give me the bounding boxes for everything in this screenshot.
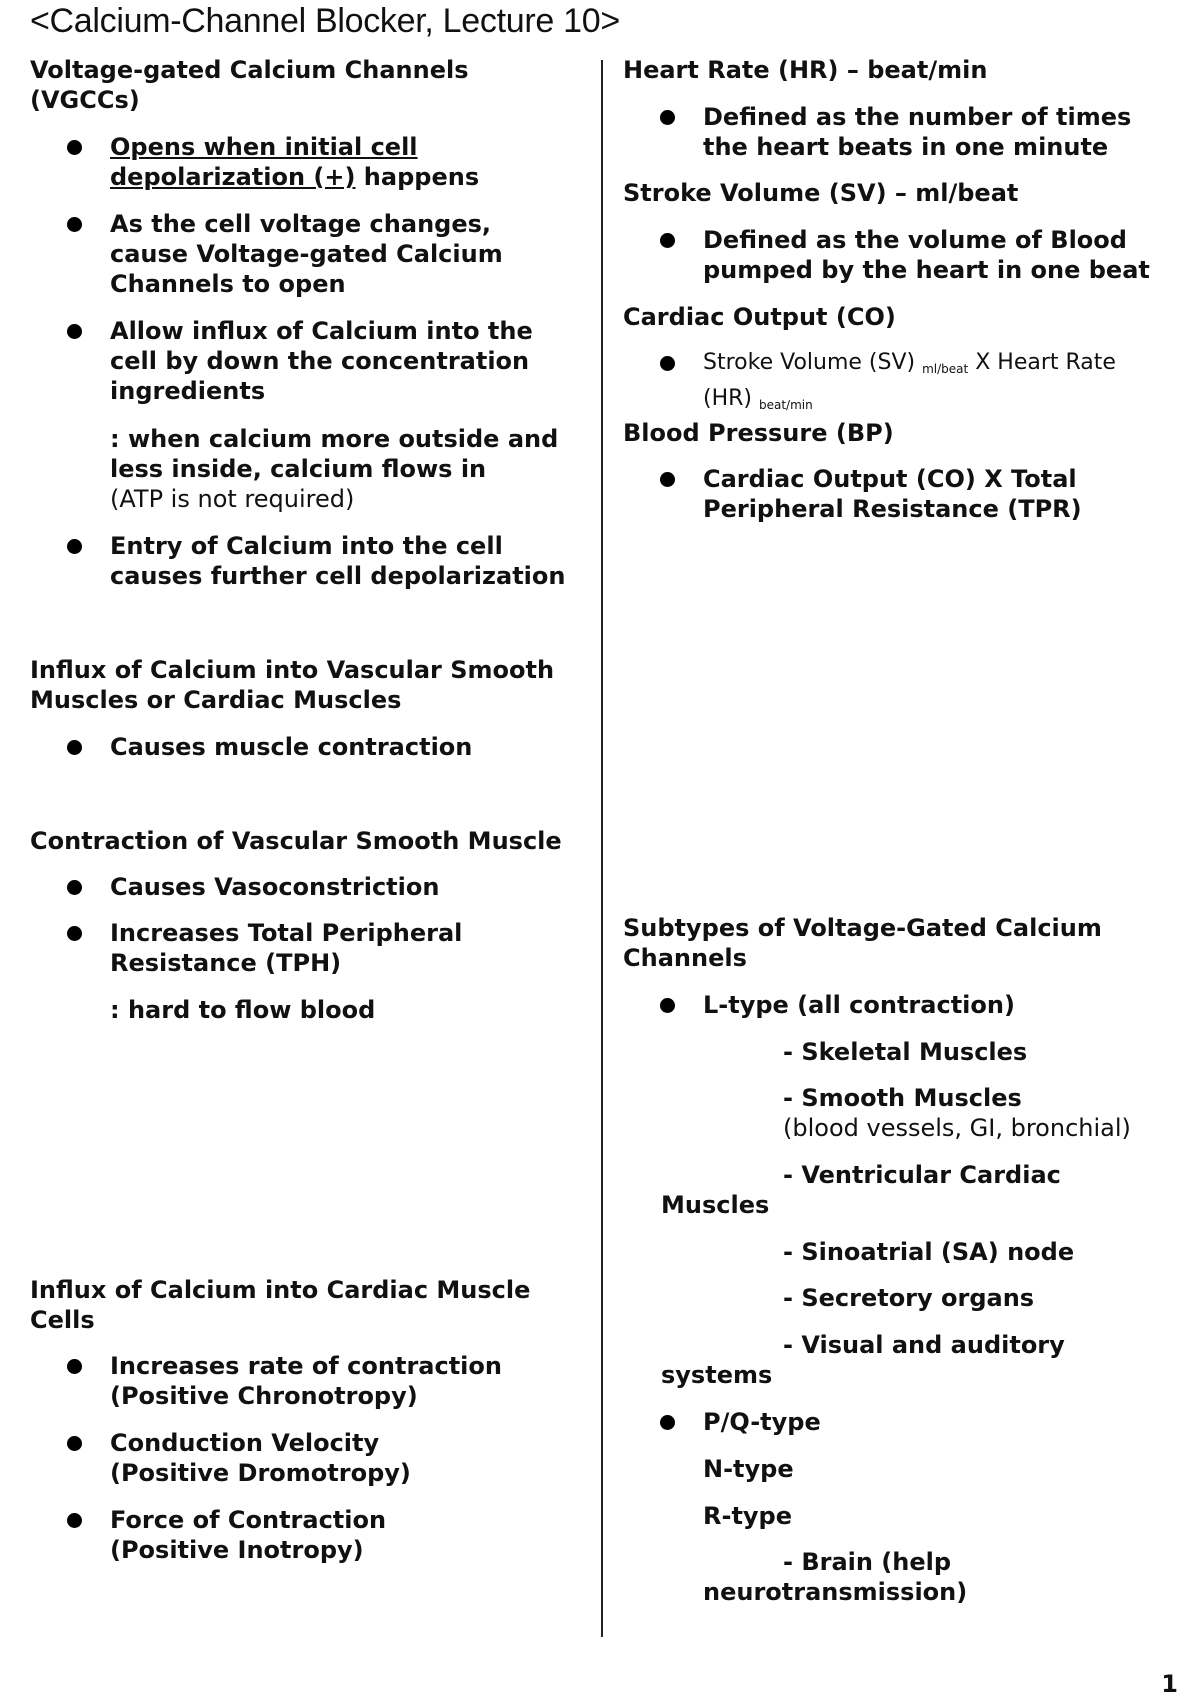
heading-line: (VGCCs)	[30, 86, 140, 114]
bullet-text: Causes muscle contraction	[110, 733, 473, 761]
note-line: : hard to flow blood	[110, 996, 376, 1024]
bullet-text: Causes Vasoconstriction	[110, 873, 440, 901]
section-heading-cardiac-output	[623, 302, 896, 332]
bullet-item	[110, 872, 439, 902]
sub-item-text: - Ventricular Cardiac	[783, 1161, 1061, 1189]
heading-line: Influx of Calcium into Vascular Smooth	[30, 656, 555, 684]
bullet-item	[110, 1351, 502, 1411]
sub-item-text: - Visual and auditory	[783, 1331, 1065, 1359]
section-heading-stroke-volume	[623, 178, 1018, 208]
bullet-item-l-type	[703, 990, 1015, 1020]
bullet-item	[110, 1428, 411, 1488]
bullet-text: Increases rate of contraction	[110, 1352, 502, 1380]
bullet-item	[110, 918, 462, 978]
bullet-item	[110, 732, 472, 762]
type-item	[703, 1501, 792, 1531]
bullet-item	[110, 132, 479, 192]
bullet-text: Increases Total Peripheral	[110, 919, 463, 947]
type-text: N-type	[703, 1455, 794, 1483]
bullet-icon	[67, 140, 82, 155]
sub-item	[661, 1160, 1061, 1220]
bullet-text: L-type (all contraction)	[703, 991, 1015, 1019]
bullet-text: Allow influx of Calcium into the	[110, 317, 533, 345]
bullet-text: Defined as the volume of Blood	[703, 226, 1127, 254]
sub-item-text: - Brain (help	[783, 1548, 952, 1576]
bullet-item	[703, 102, 1131, 162]
heading-line: Voltage-gated Calcium Channels	[30, 56, 469, 84]
heading-line: Cells	[30, 1306, 95, 1334]
bullet-icon	[660, 110, 675, 125]
section-heading-subtypes	[623, 913, 1102, 973]
heading-line: Contraction of Vascular Smooth Muscle	[30, 827, 562, 855]
underlined-text: Opens when initial cell	[110, 133, 418, 161]
page-number: 1	[1161, 1670, 1178, 1698]
bullet-text: Entry of Calcium into the cell	[110, 532, 503, 560]
heading-line: Influx of Calcium into Cardiac Muscle	[30, 1276, 531, 1304]
bullet-text: Resistance (TPH)	[110, 949, 342, 977]
note-text	[110, 424, 558, 514]
section-heading-contraction	[30, 826, 562, 856]
sub-item-text: - Skeletal Muscles	[783, 1038, 1028, 1066]
bullet-text: ingredients	[110, 377, 266, 405]
sub-item-text: neurotransmission)	[703, 1578, 968, 1606]
type-item	[703, 1454, 794, 1484]
sub-item-text: - Secretory organs	[783, 1284, 1035, 1312]
bullet-icon	[67, 1436, 82, 1451]
sub-item	[703, 1547, 967, 1607]
bullet-item	[110, 209, 503, 299]
note-line: (ATP is not required)	[110, 485, 355, 513]
note-line: less inside, calcium flows in	[110, 455, 487, 483]
sub-item-note: (blood vessels, GI, bronchial)	[783, 1114, 1131, 1142]
bullet-item	[703, 464, 1082, 524]
bullet-item	[110, 1505, 386, 1565]
heading-line: Muscles or Cardiac Muscles	[30, 686, 402, 714]
bullet-text: happens	[355, 163, 480, 191]
bullet-icon	[67, 1359, 82, 1374]
underlined-text: depolarization (+)	[110, 163, 356, 191]
section-heading-influx	[30, 655, 554, 715]
bullet-item	[110, 316, 533, 406]
note-line: : when calcium more outside and	[110, 425, 559, 453]
heading-line: Heart Rate (HR) – beat/min	[623, 56, 988, 84]
sub-item-text: - Smooth Muscles	[783, 1084, 1022, 1112]
section-heading-vgcc	[30, 55, 469, 115]
bullet-text: Channels to open	[110, 270, 346, 298]
column-divider	[601, 60, 603, 1637]
bullet-text: Force of Contraction	[110, 1506, 387, 1534]
unit-subscript: ml/beat	[922, 362, 969, 376]
page-title: <Calcium-Channel Blocker, Lecture 10>	[30, 2, 620, 40]
formula-text: Stroke Volume (SV)	[703, 350, 923, 375]
bullet-icon	[660, 998, 675, 1013]
bullet-item-pq-type	[703, 1407, 821, 1437]
formula-text: (HR)	[703, 386, 759, 411]
type-text: R-type	[703, 1502, 793, 1530]
bullet-icon	[67, 1513, 82, 1528]
bullet-text: Defined as the number of times	[703, 103, 1132, 131]
bullet-text: cell by down the concentration	[110, 347, 530, 375]
bullet-text: the heart beats in one minute	[703, 133, 1109, 161]
bullet-text: As the cell voltage changes,	[110, 210, 492, 238]
note-text	[110, 995, 375, 1025]
bullet-text: pumped by the heart in one beat	[703, 256, 1150, 284]
bullet-text: cause Voltage-gated Calcium	[110, 240, 503, 268]
bullet-item	[703, 348, 1116, 420]
sub-item-text: - Sinoatrial (SA) node	[783, 1238, 1075, 1266]
bullet-text: P/Q-type	[703, 1408, 821, 1436]
section-heading-heart-rate	[623, 55, 987, 85]
sub-item	[783, 1083, 1131, 1143]
heading-line: Blood Pressure (BP)	[623, 419, 894, 447]
bullet-icon	[67, 740, 82, 755]
sub-item	[783, 1037, 1027, 1067]
heading-line: Channels	[623, 944, 747, 972]
heading-line: Stroke Volume (SV) – ml/beat	[623, 179, 1019, 207]
bullet-item	[703, 225, 1150, 285]
bullet-icon	[660, 1415, 675, 1430]
bullet-text: Cardiac Output (CO) X Total	[703, 465, 1077, 493]
bullet-text: (Positive Chronotropy)	[110, 1382, 418, 1410]
bullet-icon	[67, 926, 82, 941]
bullet-text: causes further cell depolarization	[110, 562, 566, 590]
bullet-icon	[67, 539, 82, 554]
section-heading-cardiac	[30, 1275, 530, 1335]
bullet-icon	[660, 356, 675, 371]
heading-line: Cardiac Output (CO)	[623, 303, 896, 331]
unit-subscript: beat/min	[759, 398, 813, 412]
bullet-text: (Positive Inotropy)	[110, 1536, 364, 1564]
sub-item-text: systems	[661, 1361, 773, 1389]
section-heading-blood-pressure	[623, 418, 894, 448]
bullet-icon	[67, 324, 82, 339]
bullet-icon	[660, 233, 675, 248]
sub-item	[661, 1330, 1065, 1390]
bullet-icon	[67, 217, 82, 232]
bullet-text: (Positive Dromotropy)	[110, 1459, 411, 1487]
bullet-icon	[660, 472, 675, 487]
bullet-icon	[67, 880, 82, 895]
bullet-text: Conduction Velocity	[110, 1429, 380, 1457]
sub-item-text: Muscles	[661, 1191, 770, 1219]
heading-line: Subtypes of Voltage-Gated Calcium	[623, 914, 1102, 942]
bullet-item	[110, 531, 565, 591]
formula-text: X Heart Rate	[968, 350, 1116, 375]
bullet-text: Peripheral Resistance (TPR)	[703, 495, 1082, 523]
sub-item	[783, 1283, 1034, 1313]
sub-item	[783, 1237, 1074, 1267]
